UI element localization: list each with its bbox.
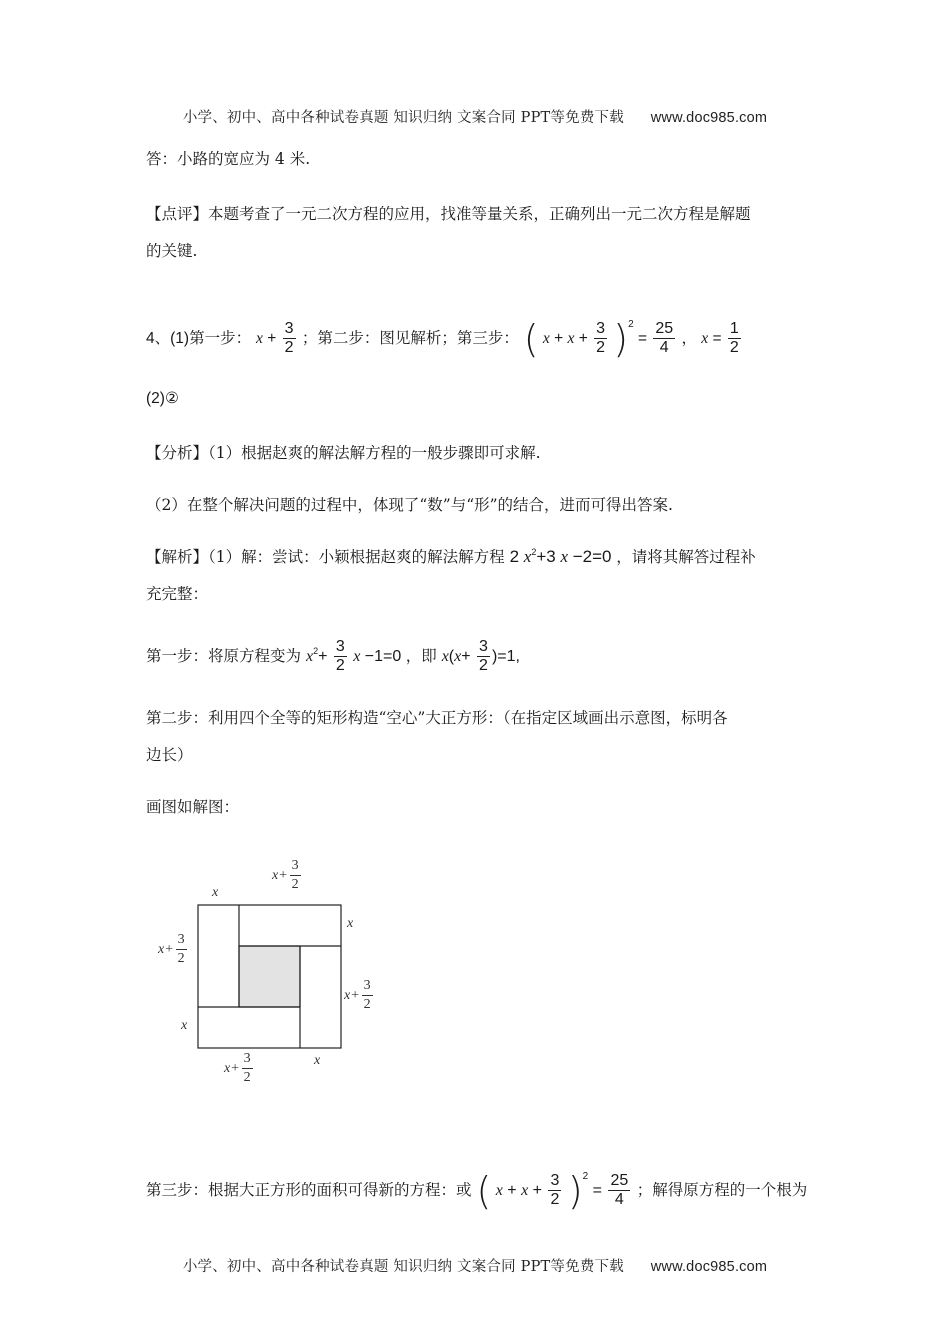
square-diagram (150, 855, 390, 1100)
step1-plus: + (318, 648, 328, 665)
part2-line: (2)② (146, 390, 179, 407)
step1-frac-num: 3 (335, 638, 345, 656)
label-top-num: 3 (290, 857, 301, 876)
label-left-den: 2 (177, 951, 185, 966)
q4-mid-text: ；第二步：图见解析；第三步： (301, 329, 519, 347)
solution-after: ，请将其解答过程补 (616, 548, 756, 566)
solution-line-1 (146, 545, 756, 567)
step1-text: 第一步：将原方程变为 (146, 647, 302, 665)
solution-eq-rest: +3 (536, 547, 556, 566)
q4-eq-plus2: + (578, 330, 588, 347)
analysis-line-2: （2）在整个解决问题的过程中，体现了“数”与“形”的结合，进而可得出答案. (146, 496, 673, 514)
step1-tail: −1=0 (364, 648, 402, 665)
q4-frac-num: 3 (284, 320, 294, 338)
step3-fraction (548, 1172, 561, 1209)
q4-step3-expr (523, 316, 743, 361)
step1-frac2-num: 3 (479, 638, 488, 656)
step1-ji: ，即 (405, 647, 437, 665)
header-text: 小学、初中、高中各种试卷真题 知识归纳 文案合同 PPT等免费下载 (182, 110, 624, 126)
step1-line (146, 628, 520, 674)
label-right-num: 3 (362, 977, 373, 996)
q4-line (146, 300, 743, 361)
solution-eq-sup: 2 (531, 547, 537, 557)
label-right-den: 2 (363, 997, 371, 1012)
comment-line-2: 的关键. (146, 242, 198, 260)
label-left-x: x (181, 1018, 188, 1033)
step3-close-paren: ) (567, 1168, 583, 1213)
q4-rhs-num: 25 (655, 320, 674, 338)
q4-prefix: 4、(1)第一步： (146, 330, 252, 347)
step1-x3: x (441, 648, 449, 665)
solution-line-2: 充完整： (146, 585, 209, 603)
label-right-frac (344, 977, 373, 1014)
page-header (0, 106, 950, 127)
q4-equals: = (637, 330, 648, 347)
step3-plus1: + (507, 1182, 517, 1199)
label-bottom-den: 2 (243, 1070, 251, 1085)
step1-equation (305, 638, 406, 675)
solution-eq-coef: 2 (509, 547, 520, 566)
q4-root-num: 1 (729, 320, 739, 338)
step3-frac-den: 2 (550, 1191, 560, 1209)
step3-frac-num: 3 (550, 1172, 560, 1190)
q4-close-paren: ) (613, 316, 629, 361)
q4-comma: ， (681, 330, 697, 347)
step1-x4: x (454, 648, 462, 665)
q4-eq-fraction (594, 320, 607, 357)
step1-fraction-2 (477, 638, 490, 675)
comment-line-1: 【点评】本题考查了一元二次方程的应用，找准等量关系，正确列出一元二次方程是解题 (146, 205, 751, 223)
step3-rhs-den: 4 (614, 1191, 624, 1209)
label-top-x: x (212, 885, 219, 900)
solution-eq-tail: −2=0 (572, 547, 612, 566)
step2-line-2: 边长） (146, 746, 193, 764)
step3-rhs-fraction (608, 1172, 630, 1209)
header-url[interactable]: www.doc985.com (650, 110, 768, 126)
q4-step1-fraction (283, 320, 296, 357)
q4-root-den: 2 (729, 339, 739, 357)
step1-x2: x (353, 648, 361, 665)
q4-rhs-fraction (653, 320, 675, 357)
step3-equals: = (592, 1182, 602, 1199)
step3-open-paren: ( (476, 1168, 492, 1213)
step1-close: )=1, (491, 648, 520, 665)
q4-root-fraction (728, 320, 741, 357)
step3-exponent: 2 (582, 1171, 589, 1182)
step1-x: x (305, 648, 314, 665)
step1-frac2-den: 2 (479, 657, 488, 675)
step1-equation-2 (441, 638, 520, 675)
q4-eq-frac-den: 2 (596, 339, 605, 357)
q4-step1-expr (256, 320, 302, 357)
q4-eq-x1: x (542, 330, 550, 347)
label-bottom-plus: x+ (224, 1060, 240, 1076)
q4-open-paren: ( (523, 316, 539, 361)
solution-eq-x: x (523, 547, 532, 566)
step1-sup: 2 (313, 646, 319, 656)
q4-root-x: x (701, 330, 709, 347)
q4-exponent: 2 (628, 319, 634, 330)
step3-text: 第三步：根据大正方形的面积可得新的方程：或 (146, 1181, 472, 1199)
q4-eq-x2: x (567, 330, 575, 347)
answer-line: 答：小路的宽应为 4 米. (146, 150, 311, 168)
draw-note: 画图如解图： (146, 798, 240, 816)
label-left-frac (158, 931, 187, 968)
solution-text: 【解析】（1）解：尝试：小颖根据赵爽的解法解方程 (146, 548, 505, 566)
step3-line (146, 1150, 808, 1213)
label-bottom-frac (224, 1050, 253, 1087)
step3-equation (476, 1168, 636, 1213)
q4-step1-plus: + (267, 330, 277, 347)
label-right-x: x (347, 916, 354, 931)
step3-plus2: + (532, 1182, 542, 1199)
label-left-plus: x+ (158, 941, 174, 957)
q4-eq-plus1: + (554, 330, 564, 347)
step3-x2: x (521, 1182, 529, 1199)
label-left-num: 3 (176, 931, 187, 950)
solution-equation (510, 547, 617, 566)
step3-after: ；解得原方程的一个根为 (636, 1181, 808, 1199)
inner-hole (239, 946, 300, 1007)
step1-frac-den: 2 (335, 657, 345, 675)
footer-url[interactable]: www.doc985.com (650, 1259, 768, 1275)
page-footer (0, 1255, 950, 1276)
q4-root-eq: = (712, 330, 722, 347)
step1-open: ( (448, 648, 455, 665)
label-bottom-num: 3 (242, 1050, 253, 1069)
step2-line-1: 第二步：利用四个全等的矩形构造“空心”大正方形：（在指定区域画出示意图，标明各 (146, 709, 728, 727)
solution-eq-x2: x (560, 547, 568, 566)
q4-eq-frac-num: 3 (596, 320, 605, 338)
analysis-line-1: 【分析】（1）根据赵爽的解法解方程的一般步骤即可求解. (146, 444, 541, 462)
step1-plus2: + (461, 648, 471, 665)
step1-fraction (334, 638, 347, 675)
footer-text: 小学、初中、高中各种试卷真题 知识归纳 文案合同 PPT等免费下载 (182, 1259, 624, 1275)
label-top-den: 2 (291, 877, 299, 892)
q4-frac-den: 2 (284, 339, 294, 357)
label-right-plus: x+ (344, 987, 360, 1003)
step3-x1: x (495, 1182, 503, 1199)
q4-rhs-den: 4 (659, 339, 669, 357)
label-top-plus: x+ (272, 867, 288, 883)
label-bottom-x: x (314, 1053, 321, 1068)
label-top-frac (272, 857, 301, 894)
q4-step1-x: x (256, 330, 263, 347)
step3-rhs-num: 25 (610, 1172, 629, 1190)
